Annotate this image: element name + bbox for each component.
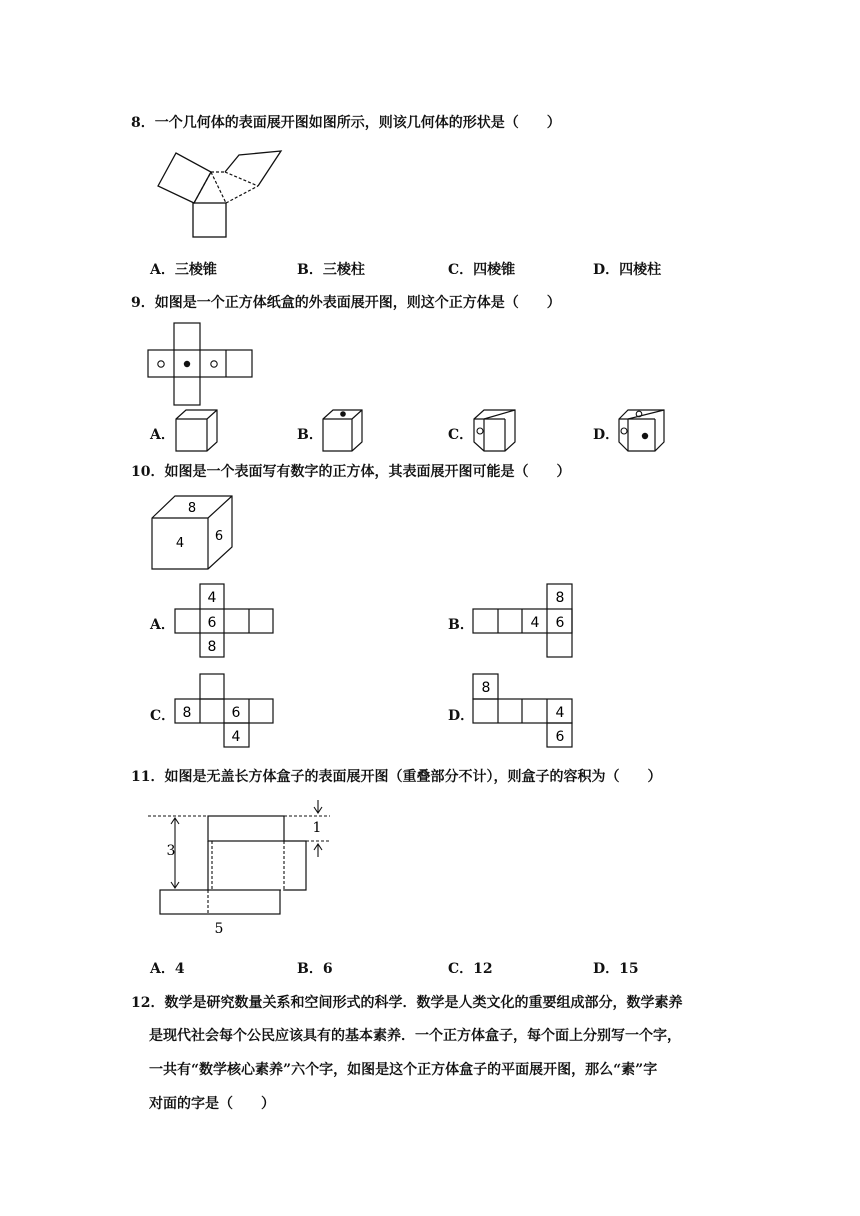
q9-hollow-dot [158,361,164,367]
q12-line-2: 是现代社会每个公民应该具有的基本素养．一个正方体盒子，每个面上分别写一个字， [149,1028,681,1044]
q8-left-face [158,153,211,203]
q9-option-b[interactable]: B． [297,427,323,443]
q12-line-1: 12．数学是研究数量关系和空间形式的科学．数学是人类文化的重要组成部分，数学素养 [131,995,683,1011]
q10-net-d[interactable] [468,670,578,750]
q11-option-c[interactable]: C．12 [448,961,493,977]
q8-option-a[interactable]: A．三棱锥 [150,262,217,278]
q8-right-face [225,151,281,186]
q9-stem: 9．如图是一个正方体纸盒的外表面展开图，则这个正方体是（ ） [131,295,561,311]
q10-cube-top-number: 8 [187,501,197,516]
q8-net-figure [150,145,290,240]
q10-cube-figure [148,492,238,572]
net-d-digit: 6 [555,729,565,745]
q10-stem: 10．如图是一个表面写有数字的正方体，其表面展开图可能是（ ） [131,464,571,480]
q8-fold-lines [194,172,258,203]
q8-base-face [193,203,226,237]
q10-net-b[interactable] [468,580,578,660]
net-b-digit: 4 [530,615,540,631]
q10-net-a[interactable] [170,580,280,660]
q10-option-b[interactable]: B． [448,617,474,633]
q9-solid-dot [184,361,190,367]
net-b-digit: 8 [555,590,565,606]
net-a-digit: 8 [207,639,217,655]
q9-cube-c[interactable] [470,405,520,455]
q10-option-c[interactable]: C． [150,708,176,724]
q10-cube-front-number: 4 [175,536,185,551]
q11-stem: 11．如图是无盖长方体盒子的表面展开图（重叠部分不计），则盒子的容积为（ ） [131,769,662,785]
q9-hollow-dot [211,361,217,367]
net-a-digit: 4 [207,590,217,606]
q12-line-4: 对面的字是（ ） [149,1096,275,1112]
net-c-digit: 6 [231,705,241,721]
q11-label-one: 1 [312,820,322,836]
q11-option-d[interactable]: D．15 [593,961,639,977]
q9-option-d[interactable]: D． [593,427,620,443]
q12-line-3: 一共有“数学核心素养”六个字，如图是这个正方体盒子的平面展开图，那么“素”字 [149,1062,658,1078]
q9-cube-d[interactable] [614,405,669,455]
q11-option-a[interactable]: A．4 [150,961,185,977]
q9-cube-a[interactable] [172,405,222,455]
q11-box-net-figure [145,795,335,940]
q9-cube-b[interactable] [318,405,368,455]
q8-option-b[interactable]: B．三棱柱 [297,262,365,278]
q11-label-three: 3 [166,843,176,859]
net-c-digit: 4 [231,729,241,745]
q11-label-five: 5 [214,921,224,937]
q8-option-c[interactable]: C．四棱锥 [448,262,516,278]
q9-option-a[interactable]: A． [150,427,175,443]
q11-option-b[interactable]: B．6 [297,961,333,977]
net-c-digit: 8 [182,705,192,721]
q9-option-c[interactable]: C． [448,427,474,443]
net-a-digit: 6 [207,615,217,631]
q10-option-a[interactable]: A． [150,617,175,633]
q9-net-figure [145,320,260,410]
net-b-digit: 6 [555,615,565,631]
net-d-digit: 4 [555,705,565,721]
q10-option-d[interactable]: D． [448,708,475,724]
q8-option-d[interactable]: D．四棱柱 [593,262,662,278]
net-d-digit: 8 [481,680,491,696]
q10-net-c[interactable] [170,670,280,750]
q10-cube-side-number: 6 [214,529,224,544]
q8-stem: 8．一个几何体的表面展开图如图所示，则该几何体的形状是（ ） [131,115,561,131]
